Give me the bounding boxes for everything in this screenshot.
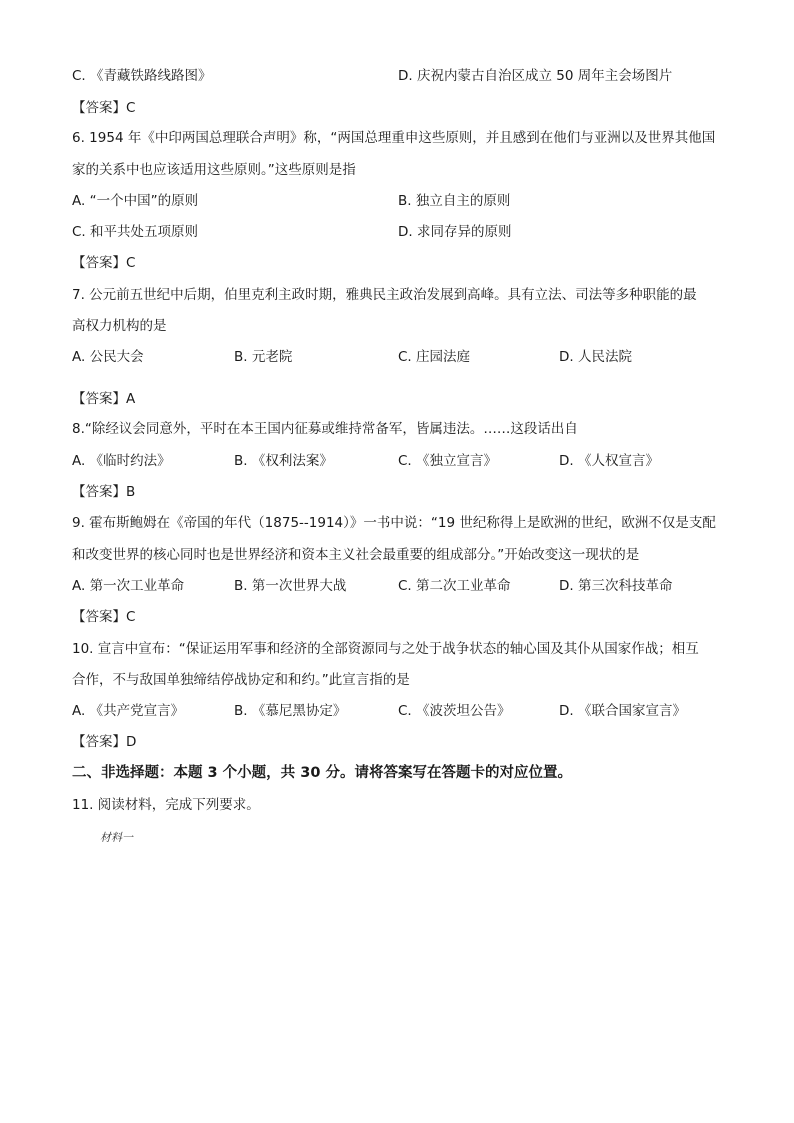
- answer-label: 【答案】: [72, 734, 126, 750]
- answer-value: A: [126, 391, 136, 407]
- q6-stem-line1: 6. 1954 年《中印两国总理联合声明》称，“两国总理重申这些原则，并且感到在他们与亚洲以及世界其他国: [72, 130, 716, 146]
- q11-material-label: 材料一: [100, 831, 133, 844]
- answer-label: 【答案】: [72, 484, 126, 500]
- section-heading: 二、非选择题：本题 3 个小题，共 30 分。请将答案写在答题卡的对应位置。: [72, 765, 572, 781]
- q9-stem-line2: 和改变世界的核心同时也是世界经济和资本主义社会最重要的组成部分。”开始改变这一现状的是: [72, 547, 640, 563]
- q5-answer: [72, 98, 135, 118]
- answer-value: C: [126, 100, 136, 116]
- answer-label: 【答案】: [72, 255, 126, 271]
- q8-stem-line1: 8.“除经议会同意外，平时在本王国内征募或维持常备军，皆属违法。……这段话出自: [72, 421, 578, 437]
- q7-option-b: B. 元老院: [234, 349, 293, 365]
- q10-stem-line2: 合作，不与敌国单独缔结停战协定和和约。”此宣言指的是: [72, 672, 410, 688]
- q6-answer: [72, 253, 135, 273]
- answer-label: 【答案】: [72, 609, 126, 625]
- q7-option-a: A. 公民大会: [72, 349, 144, 365]
- answer-label: 【答案】: [72, 391, 126, 407]
- q10-option-a: A. 《共产党宣言》: [72, 703, 185, 719]
- q10-option-b: B. 《慕尼黑协定》: [234, 703, 347, 719]
- q8-option-d: D. 《人权宣言》: [559, 453, 659, 469]
- q7-option-c: C. 庄园法庭: [398, 349, 471, 365]
- q6-option-d: D. 求同存异的原则: [398, 224, 512, 240]
- q7-option-d: D. 人民法院: [559, 349, 632, 365]
- answer-value: C: [126, 255, 136, 271]
- q6-option-b: B. 独立自主的原则: [398, 193, 511, 209]
- q5-option-d: D. 庆祝内蒙古自治区成立 50 周年主会场图片: [398, 68, 673, 84]
- q9-option-c: C. 第二次工业革命: [398, 578, 511, 594]
- q7-stem-line2: 高权力机构的是: [72, 318, 167, 334]
- q7-stem-line1: 7. 公元前五世纪中后期，伯里克利主政时期，雅典民主政治发展到高峰。具有立法、司法等多种职能的最: [72, 287, 697, 303]
- q8-option-c: C. 《独立宣言》: [398, 453, 498, 469]
- q9-option-a: A. 第一次工业革命: [72, 578, 185, 594]
- q9-stem-line1: 9. 霍布斯鲍姆在《帝国的年代（1875--1914）》一书中说：“19 世纪称得上是欧洲的世纪，欧洲不仅是支配: [72, 515, 716, 531]
- q11-stem-line1: 11. 阅读材料，完成下列要求。: [72, 797, 260, 813]
- q10-option-d: D. 《联合国家宣言》: [559, 703, 686, 719]
- q10-option-c: C. 《波茨坦公告》: [398, 703, 511, 719]
- q8-answer: [72, 482, 135, 502]
- answer-value: B: [126, 484, 136, 500]
- q9-answer: [72, 607, 135, 627]
- q7-answer: [72, 389, 135, 409]
- q6-option-c: C. 和平共处五项原则: [72, 224, 199, 240]
- answer-label: 【答案】: [72, 100, 126, 116]
- q8-option-a: A. 《临时约法》: [72, 453, 171, 469]
- q5-option-c: C. 《青藏铁路线路图》: [72, 68, 212, 84]
- q10-stem-line1: 10. 宣言中宣布：“保证运用军事和经济的全部资源同与之处于战争状态的轴心国及其仆从国家作战；相互: [72, 641, 699, 657]
- answer-value: C: [126, 609, 136, 625]
- q6-option-a: A. “一个中国”的原则: [72, 193, 199, 209]
- answer-value: D: [126, 734, 137, 750]
- q6-stem-line2: 家的关系中也应该适用这些原则。”这些原则是指: [72, 162, 356, 178]
- q9-option-b: B. 第一次世界大战: [234, 578, 347, 594]
- q8-option-b: B. 《权利法案》: [234, 453, 333, 469]
- q10-answer: [72, 732, 136, 752]
- q9-option-d: D. 第三次科技革命: [559, 578, 673, 594]
